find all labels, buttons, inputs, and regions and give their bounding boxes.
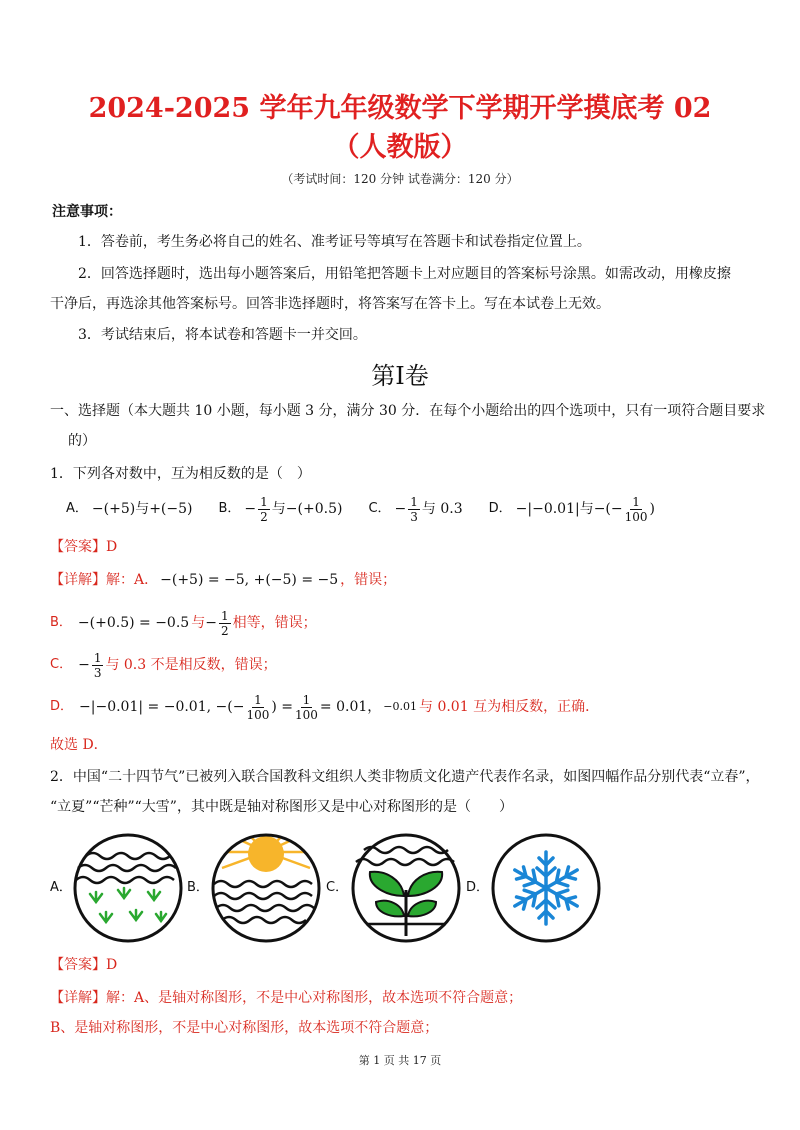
option-d-label: D． <box>466 880 490 895</box>
detail-a-prefix: 解：A． <box>106 572 159 588</box>
fraction-numerator: 1 <box>632 494 640 509</box>
option-b-neg: − <box>244 501 257 517</box>
part1-instructions: 一、选择题（本大题共 10 小题，每小题 3 分，满分 30 分．在每个小题给出的四个选项中，只有一项符合题目要求 <box>50 403 766 419</box>
question-2-stem: 2．中国“二十四节气”已被列入联合国教科文组织人类非物质文化遗产代表作名录，如图四幅作品分别代表“立春”， <box>50 769 760 785</box>
question-1-detail-c <box>50 650 277 680</box>
detail-c-label: C． <box>50 657 73 672</box>
detail-d-expr-2: ) = <box>271 699 294 715</box>
option-c-fraction <box>408 495 420 524</box>
option-d-close: ) <box>649 501 656 517</box>
detail-b-suffix: 相等，错误； <box>232 615 317 631</box>
question-1-detail-d <box>50 692 599 722</box>
notice-item-3: 3．考试结束后，将本试卷和答题卡一并交回。 <box>78 327 367 343</box>
fraction-numerator: 1 <box>93 650 102 665</box>
option-b-figure <box>206 832 326 944</box>
detail-d-fraction-2 <box>295 693 318 722</box>
detail-d-suffix: 与 0.01 互为相反数，正确． <box>419 699 600 715</box>
detail-d-expr-1: −|−0.01| = −0.01, −(− <box>79 699 245 715</box>
detail-c-suffix: 与 0.3 不是相反数，错误； <box>105 657 277 673</box>
option-d-expr: −|−0.01|与−(− <box>515 501 623 517</box>
option-a-figure <box>68 832 188 944</box>
question-1-detail-a <box>50 570 396 590</box>
section-title: 第I卷 <box>371 362 429 390</box>
option-b-fraction <box>258 495 270 524</box>
option-a-label: A． <box>66 501 88 516</box>
sun-figure-icon <box>206 832 326 944</box>
page-number: 第 1 页 共 17 页 <box>358 1054 442 1067</box>
fraction-denominator: 2 <box>260 509 268 524</box>
sprout-figure-icon <box>346 832 466 944</box>
detail-d-label: D． <box>50 699 74 714</box>
fraction-numerator: 1 <box>410 494 418 509</box>
snowflake-figure-icon <box>486 832 606 944</box>
notice-heading: 注意事项： <box>52 204 122 220</box>
question-1-conclusion: 故选 D． <box>50 737 108 753</box>
option-a-expr: −(+5)与+(−5) <box>91 501 193 517</box>
detail-c-neg: − <box>78 657 90 673</box>
fraction-numerator: 1 <box>302 692 311 707</box>
detail-b-expr: −(+0.5) = −0.5 <box>77 615 190 631</box>
fraction-denominator: 100 <box>246 707 270 722</box>
question-2-detail-a: 【详解】解：A、是轴对称图形，不是中心对称图形，故本选项不符合题意； <box>50 990 523 1006</box>
part1-instructions-cont: 的） <box>68 433 96 449</box>
detail-d-expr-3: = 0.01， <box>319 699 382 715</box>
fraction-denominator: 100 <box>295 707 318 722</box>
fraction-denominator: 3 <box>93 665 102 680</box>
option-c-neg: − <box>394 501 407 517</box>
fraction-denominator: 100 <box>624 509 648 524</box>
page-title: 2024-2025 学年九年级数学下学期开学摸底考 02 <box>88 93 712 124</box>
detail-b-mid: 与 <box>191 615 206 631</box>
detail-d-small: −0.01 <box>383 700 417 713</box>
option-b-label: B． <box>187 880 209 895</box>
option-c-expr: 与 0.3 <box>421 501 463 517</box>
detail-tag: 【详解】 <box>50 572 106 588</box>
detail-a-suffix: ，错误； <box>340 572 397 588</box>
option-b-expr: 与−(+0.5) <box>271 501 343 517</box>
question-2-stem-cont: “立夏”“芒种”“大雪”，其中既是轴对称图形又是中心对称图形的是（ ） <box>50 799 513 815</box>
option-d-fraction <box>625 495 648 524</box>
option-d-label: D． <box>488 501 512 516</box>
detail-b-fraction <box>219 609 231 638</box>
notice-item-1: 1．答卷前，考生务必将自己的姓名、准考证号等填写在答题卡和试卷指定位置上。 <box>78 234 591 250</box>
notice-item-2b: 干净后，再选涂其他答案标号。回答非选择题时，将答案写在答卡上。写在本试卷上无效。 <box>50 296 610 312</box>
fraction-denominator: 3 <box>410 509 418 524</box>
detail-b-neg: − <box>205 615 217 631</box>
option-d-figure <box>486 832 606 944</box>
detail-d-fraction-1 <box>246 693 269 722</box>
notice-item-2a: 2．回答选择题时，选出每小题答案后，用铅笔把答题卡上对应题目的答案标号涂黑。如需改动，用橡皮擦 <box>78 266 731 282</box>
question-2-answer: 【答案】D <box>50 957 118 973</box>
detail-b-label: B． <box>50 615 72 630</box>
spring-figure-icon <box>68 832 188 944</box>
fraction-numerator: 1 <box>220 608 229 623</box>
question-1-stem: 1．下列各对数中，互为相反数的是（ ） <box>50 466 311 482</box>
question-1-answer: 【答案】D <box>50 539 118 555</box>
exam-info: （考试时间：120 分钟 试卷满分：120 分） <box>281 172 519 186</box>
option-a-label: A． <box>50 880 72 895</box>
question-2-detail-b: B、是轴对称图形，不是中心对称图形，故本选项不符合题意； <box>50 1020 439 1036</box>
question-1-detail-b <box>50 608 317 638</box>
option-b-label: B． <box>218 501 241 516</box>
fraction-denominator: 2 <box>220 623 229 638</box>
option-c-label: C． <box>326 880 349 895</box>
page-title-edition: （人教版） <box>332 132 468 163</box>
detail-c-fraction <box>92 651 104 680</box>
fraction-numerator: 1 <box>254 692 262 707</box>
option-c-figure <box>346 832 466 944</box>
question-1-options <box>66 494 656 524</box>
option-c-label: C． <box>368 501 391 516</box>
detail-a-expr: −(+5) = −5, +(−5) = −5 <box>160 572 339 588</box>
fraction-numerator: 1 <box>260 494 268 509</box>
